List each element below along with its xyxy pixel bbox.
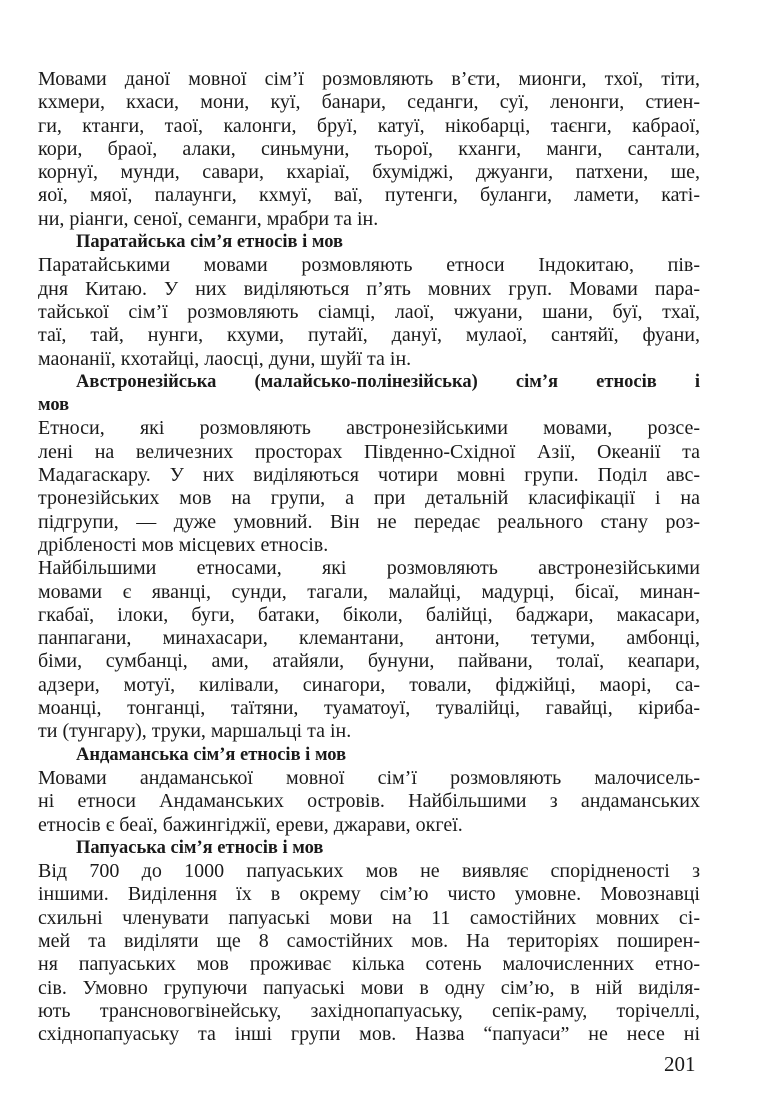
text-line: іншими. Виділення їх в окрему сім’ю чисто умовне. Мовознавці: [38, 883, 700, 906]
paragraph: [38, 417, 700, 557]
text-line: ють трансновогвінейську, західнопапуаську, сепік-раму, торічеллі,: [38, 999, 700, 1022]
text-line: Паратайськими мовами розмовляють етноси Індокитаю, пів-: [38, 254, 700, 277]
text-line: ти (тунгару), труки, маршальці та ін.: [38, 720, 352, 743]
text-line: таї, тай, нунги, кхуми, путайї, дануї, мулаої, сантяйї, фуани,: [38, 324, 700, 347]
text-line: моанці, тонганці, таїтяни, туаматоуї, тувалійці, гавайці, кіриба-: [38, 697, 700, 720]
text-line: Найбільшими етносами, які розмовляють австронезійськими: [38, 557, 700, 580]
text-line: корнуї, мунди, савари, кхаріаї, бхуміджі, джуанги, патхени, ше,: [38, 161, 700, 184]
text-line: ні етноси Андаманських островів. Найбільшими з андаманських: [38, 790, 700, 813]
text-line: кори, браої, алаки, синьмуни, тьорої, кханги, манги, сантали,: [38, 137, 700, 160]
text-line: ни, ріанги, сеної, семанги, мрабри та ін.: [38, 207, 379, 230]
text-line: Мадагаскару. У них виділяються чотири мовні групи. Поділ авс-: [38, 464, 700, 487]
text-line: тайської сім’ї розмовляють сіамці, лаої, чжуани, шани, буї, тхаї,: [38, 300, 700, 323]
text-line: яої, мяої, палаунги, кхмуї, ваї, путенги, буланги, ламети, каті-: [38, 184, 700, 207]
text-line: мей та виділяти ще 8 самостійних мов. На територіях поширен-: [38, 929, 700, 952]
page-number: 201: [664, 1052, 696, 1076]
text-line: східнопапуаську та інші групи мов. Назва “папуаси” не несе ні: [38, 1023, 700, 1046]
text-line: дрібленості мов місцевих етносів.: [38, 533, 329, 556]
paragraph: [38, 860, 700, 1046]
text-line: Мовами даної мовної сім’ї розмовляють в’єти, мионги, тхої, тіти,: [38, 68, 700, 90]
text-line: схильні членувати папуаські мови на 11 самостійних мовних сі-: [38, 906, 700, 929]
text-line: біми, сумбанці, ами, атайяли, бунуни, пайвани, толаї, кеапари,: [38, 650, 700, 673]
paragraph: [38, 557, 700, 743]
text-line: панпагани, минахасари, клемантани, антони, тетуми, амбонці,: [38, 627, 700, 650]
text-line: Папуаська сім’я етносів і мов: [76, 837, 324, 858]
text-line: адзери, мотуї, килівали, синагори, товали, фіджійці, маорі, са-: [38, 673, 700, 696]
text-line: мовами є яванці, сунди, тагали, малайці, мадурці, бісаї, минан-: [38, 580, 700, 603]
text-line: Етноси, які розмовляють австронезійськими мовами, розсе-: [38, 417, 700, 440]
text-line: гкабаї, ілоки, буги, батаки, біколи, балійці, баджари, макасари,: [38, 603, 700, 626]
text-line: підгрупи, — дуже умовний. Він не передає реального стану роз-: [38, 510, 700, 533]
text-line: мов: [38, 395, 70, 416]
text-line: маонанії, кхотайці, лаосці, дуни, шуйї та ін.: [38, 347, 412, 370]
section-heading: [38, 837, 700, 860]
text-line: Від 700 до 1000 папуаських мов не виявляє спорідненості з: [38, 860, 700, 883]
text-line: ги, ктанги, таої, калонги, бруї, катуї, нікобарці, таєнги, кабраої,: [38, 114, 700, 137]
text-line: кхмери, кхаси, мони, куї, банари, седанги, суї, ленонги, стиен-: [38, 91, 700, 114]
paragraph: [38, 254, 700, 370]
section-heading: [38, 231, 700, 254]
text-line: Андаманська сім’я етносів і мов: [76, 744, 347, 765]
section-heading: [38, 744, 700, 767]
text-line: Паратайська сім’я етносів і мов: [76, 232, 343, 253]
text-line: сів. Умовно групуючи папуаські мови в одну сім’ю, в ній виділя-: [38, 976, 700, 999]
paragraph: [38, 68, 700, 231]
text-line: ня папуаських мов проживає кілька сотень малочисленних етно-: [38, 953, 700, 976]
text-line: Мовами андаманської мовної сім’ї розмовляють малочисель-: [38, 766, 700, 789]
text-line: тронезійських мов на групи, а при детальній класифікації і на: [38, 487, 700, 510]
text-line: дня Китаю. У них виділяються п’ять мовних груп. Мовами пара-: [38, 277, 700, 300]
paragraph: [38, 767, 700, 837]
text-line: етносів є беаї, бажингіджії, ереви, джарави, окгеї.: [38, 813, 463, 836]
page-body: [38, 68, 700, 1046]
text-line: лені на величезних просторах Південно-Східної Азії, Океанії та: [38, 440, 700, 463]
section-heading: [38, 371, 700, 418]
text-line: Австронезійська (малайсько-полінезійська) сім’я етносів і: [76, 371, 700, 392]
